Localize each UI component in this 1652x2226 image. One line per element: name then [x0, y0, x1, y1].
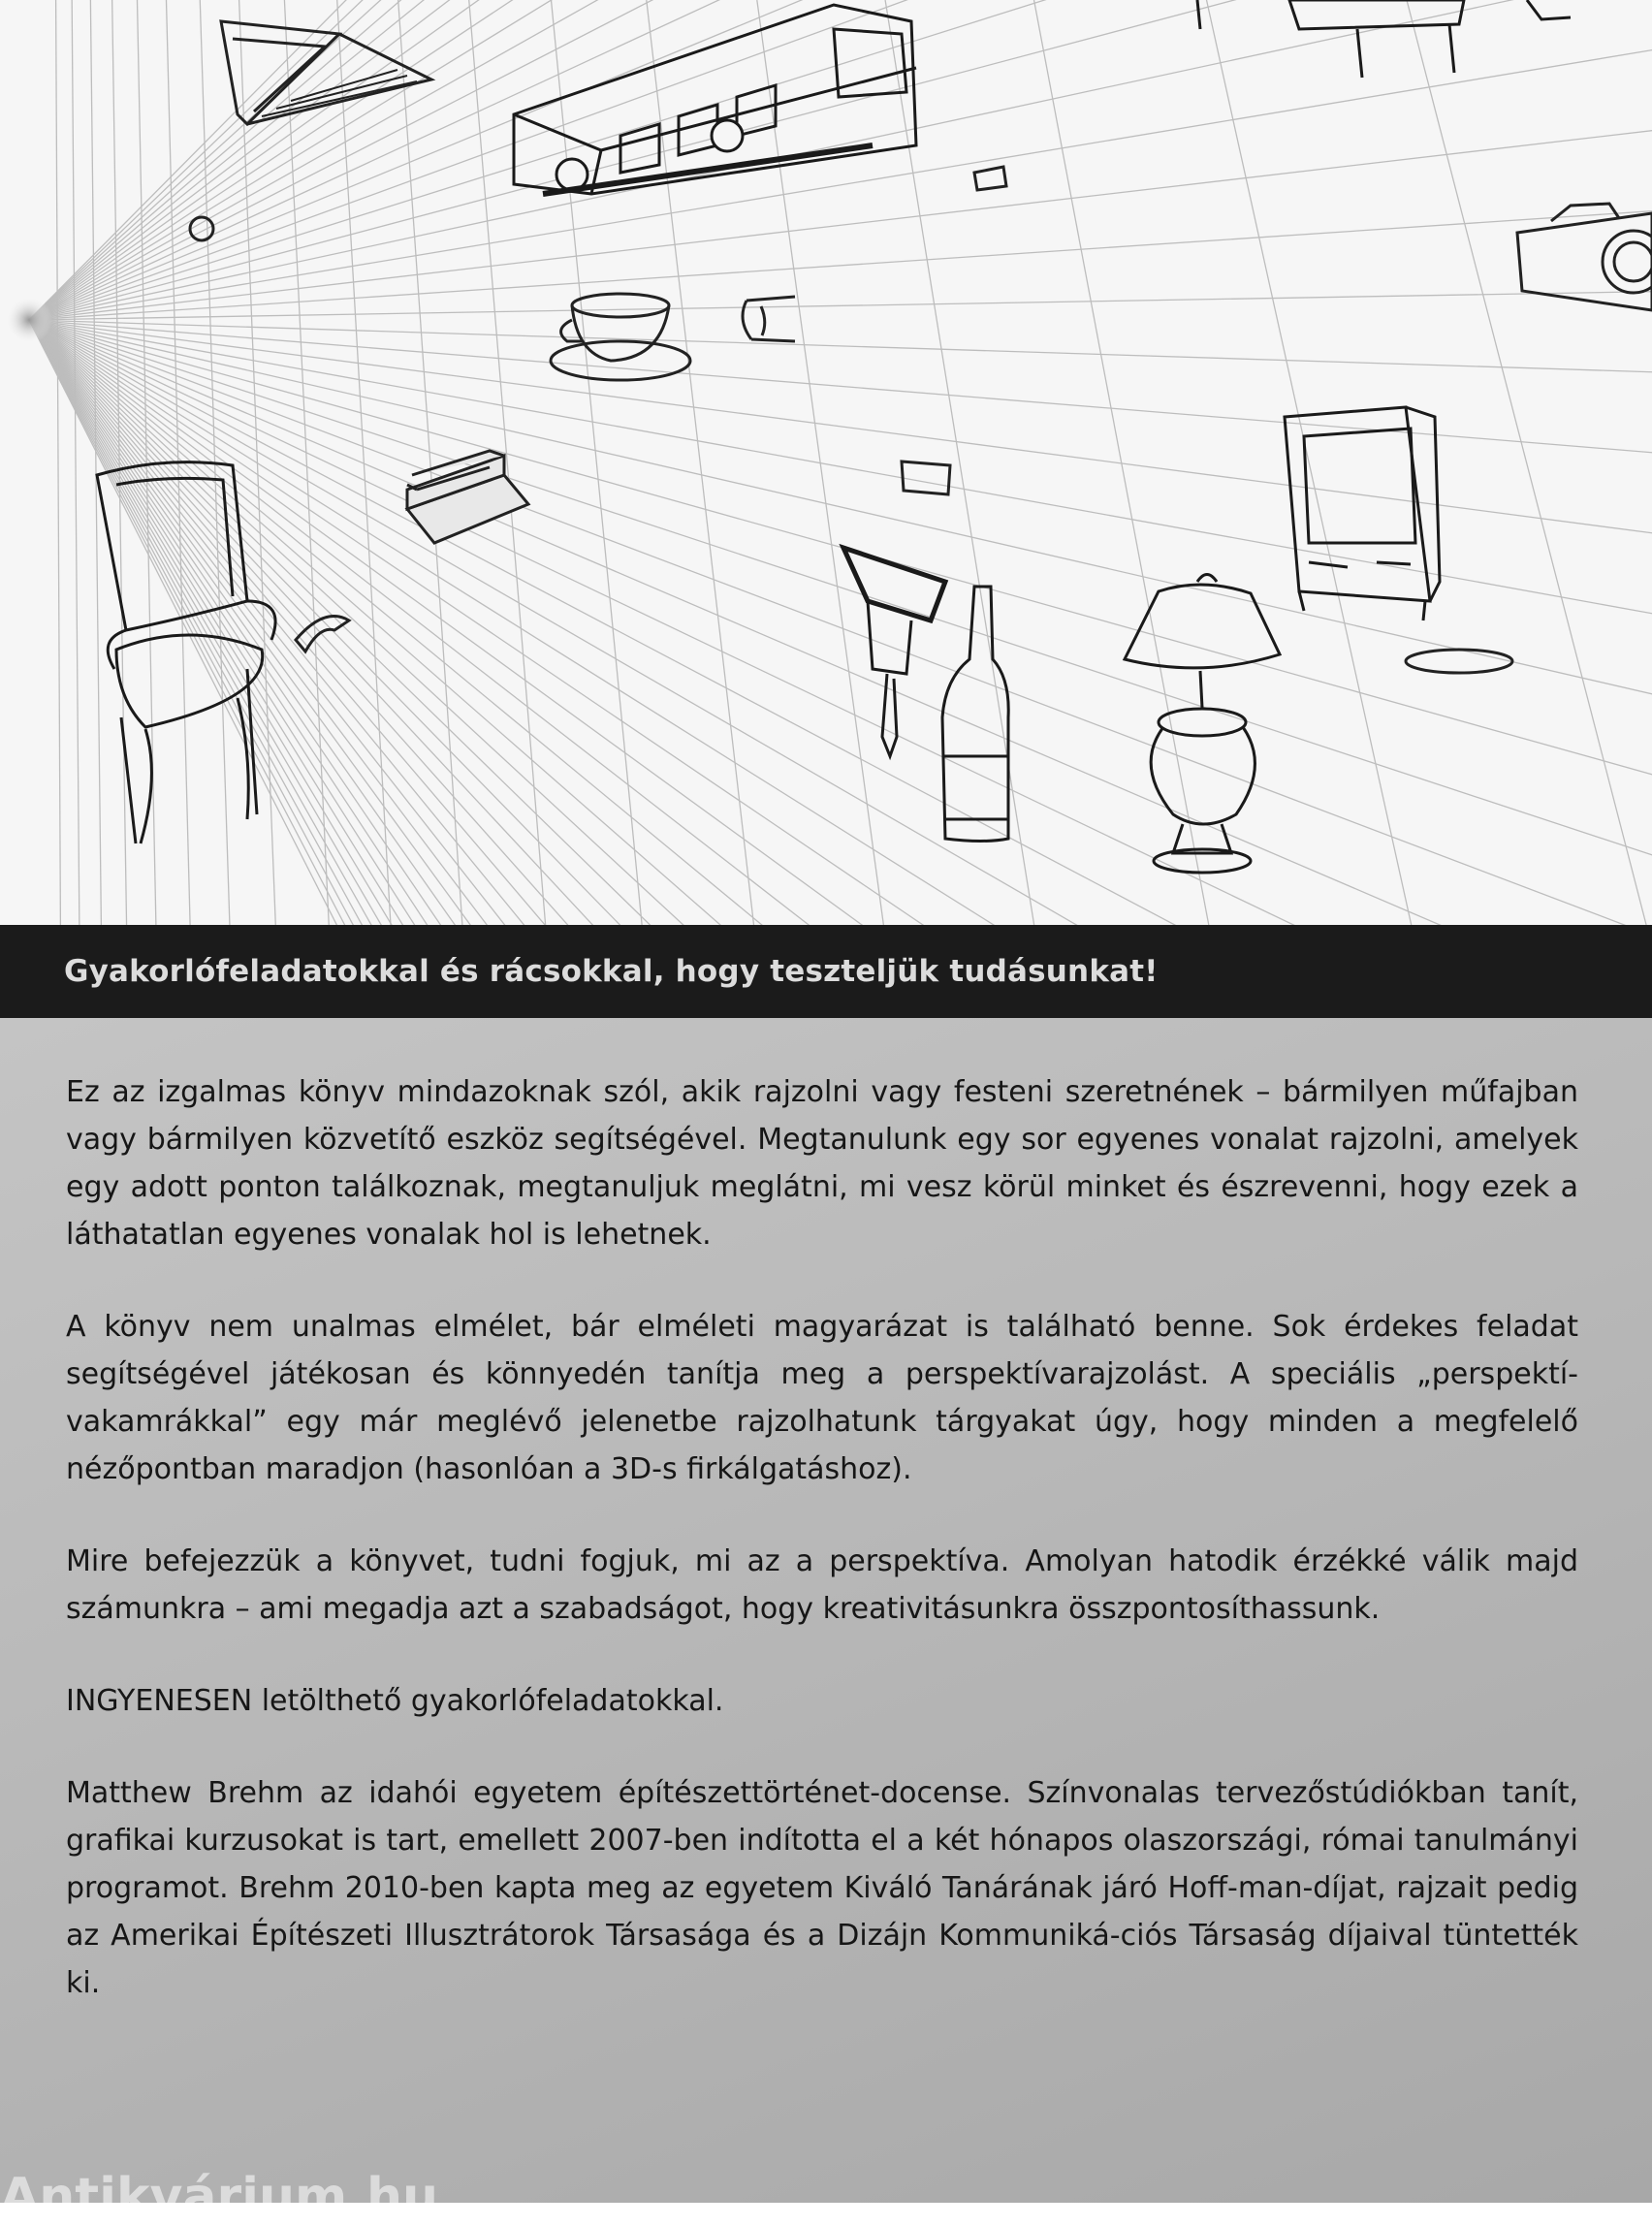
grid-transversal	[72, 0, 79, 925]
perspective-grid	[0, 0, 1652, 925]
cylinder-side-icon	[743, 297, 795, 341]
vanishing-point	[6, 297, 52, 343]
grid-ray	[29, 0, 1652, 320]
grid-transversal	[1207, 0, 1412, 925]
grid-ray	[29, 0, 1652, 320]
grid-ray	[29, 320, 1652, 785]
grid-transversal	[551, 0, 642, 925]
watermark: Antikvárium.hu	[0, 2168, 438, 2226]
arc-fragment-icon	[296, 617, 349, 652]
grid-ray	[29, 0, 1652, 320]
camera-icon	[1517, 204, 1652, 310]
grid-ray	[29, 0, 1652, 320]
grid-ray	[29, 0, 1652, 320]
grid-ray	[29, 0, 1652, 320]
grid-transversal	[757, 0, 884, 925]
grid-ray	[29, 320, 1652, 703]
grid-transversal	[90, 0, 101, 925]
grid-ray	[29, 320, 1652, 373]
grid-ray	[29, 291, 1652, 320]
grid-transversal	[138, 0, 156, 925]
grid-ray	[29, 0, 1652, 320]
perspective-illustration	[0, 0, 1652, 925]
bus-front-icon	[1285, 407, 1440, 620]
cylinder-small-icon	[974, 167, 1006, 190]
grid-transversal	[239, 0, 276, 925]
grid-ray	[29, 0, 1652, 320]
table-icon	[843, 548, 945, 756]
grid-ray	[29, 0, 1652, 320]
paragraph-outcome: Mire befejezzük a könyvet, tudni fogjuk, mi az a perspektíva. Amolyan hatodik érzékké válik majd számunkra – ami megadja azt a szabadságot, hogy kreativitásunkra összpontosíthassunk.	[66, 1544, 1578, 1626]
grid-ray	[29, 320, 1652, 620]
grid-ray	[29, 0, 1652, 320]
grid-transversal	[284, 0, 329, 925]
furniture-fragment-icon	[1197, 0, 1571, 78]
grid-ray	[29, 126, 1652, 320]
paragraph-author-bio: Matthew Brehm az idahói egyetem építészettörténet-docense. Színvonalas tervezőstúdiókban tanít, grafikai kurzusokat is tart, emellett 2007-ben indította el a két hónapos olaszországi, római tanulmányi programot. Brehm 2010-ben kapta meg az egyetem Kiváló Tanárának járó Hoff-man-díjat, rajzait pedig az Amerikai Építészeti Illusztrátorok Társasága és a Dizájn Kommuniká-ciós Társaság díjaival tüntették ki.	[66, 1776, 1578, 2000]
grid-ray	[29, 0, 1652, 320]
disc-icon	[1406, 650, 1512, 673]
grid-ray	[29, 0, 1652, 320]
grid-ray	[29, 0, 1652, 320]
paragraph-free-download: INGYENESEN letölthető gyakorlófeladatokkal.	[66, 1684, 724, 1718]
paragraph-intro: Ez az izgalmas könyv mindazoknak szól, akik rajzolni vagy festeni szeretnének – bármilyen műfajban vagy bármilyen közvetítő eszköz segítségével. Megtanulunk egy sor egyenes vonalat rajzolni, amelyek egy adott ponton találkoznak, megtanuljuk meglátni, mi vesz körül minket és észrevenni, hogy ezek a láthatatlan egyenes vonalak hol is lehetnek.	[66, 1075, 1578, 1252]
grid-ray	[29, 44, 1652, 320]
grid-ray	[29, 0, 1652, 320]
apple-icon	[190, 217, 213, 240]
banner-title: Gyakorlófeladatokkal és rácsokkal, hogy teszteljük tudásunkat!	[64, 954, 1159, 989]
bus-icon	[514, 5, 916, 194]
grid-ray	[29, 0, 1652, 320]
description-panel	[0, 1018, 1652, 2226]
lamp-icon	[1125, 575, 1280, 874]
banner	[0, 925, 1652, 1018]
paragraph-theory: A könyv nem unalmas elmélet, bár elméleti magyarázat is található benne. Sok érdekes feladat segítségével játékosan és könnyedén tanítja meg a perspektívarajzolást. A speciális „perspektí-vakamrákkal” egy már meglévő jelenetbe rajzolhatunk tárgyakat úgy, hogy minden a megfelelő nézőpontban maradjon (hasonlóan a 3D-s firkálgatáshoz).	[66, 1310, 1578, 1486]
grid-ray	[29, 0, 1652, 320]
grid-transversal	[56, 0, 61, 925]
grid-ray	[29, 0, 1652, 320]
cylinder-lying-icon	[902, 461, 950, 494]
